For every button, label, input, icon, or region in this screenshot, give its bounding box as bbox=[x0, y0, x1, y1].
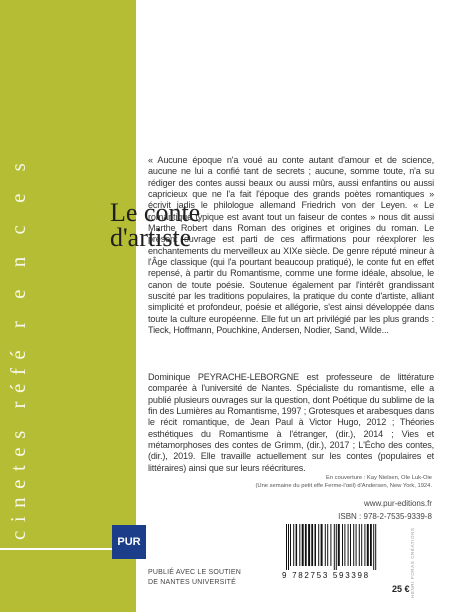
support-line-1: PUBLIÉ AVEC LE SOUTIEN bbox=[148, 569, 241, 576]
price: 25 € bbox=[392, 584, 410, 594]
series-title-vertical: cinetes réfé r e n c e s bbox=[6, 154, 30, 540]
publisher-website: www.pur-editions.fr bbox=[363, 499, 432, 508]
barcode-number: 9 782753 593398 bbox=[282, 571, 370, 580]
barcode bbox=[284, 524, 410, 570]
book-title-line-2: d'artiste bbox=[110, 223, 192, 252]
back-cover-blurb bbox=[148, 155, 434, 337]
designer-credit: HENRI FORAS CRÉATIONS bbox=[410, 527, 415, 598]
book-title-line-1: Le conte bbox=[110, 198, 201, 227]
author-bio-text: Dominique PEYRACHE-LEBORGNE est professeure de littérature comparée à l'université de Nantes. Spécialiste du romantisme, elle a publié plusieurs ouvrages sur la question, dont Poétique du sublime de la fin des Lumières au Romantisme, 1997 ; Grotesques et arabesques dans le récit romantique, de Jean Paul à Victor Hugo, 2012 ; Théories esthétiques du Romantisme à l'étranger, (dir.), 2014 ; Vies et métamorphoses des contes de Grimm, (dir.), 2017 ; L'Écho des contes, (dir.), 2019. Elle travaille actuellement sur les contes (populaires et littéraires) ainsi que sur leurs réécritures. bbox=[148, 372, 434, 473]
author-bio bbox=[148, 372, 434, 474]
cover-illustration-credit bbox=[232, 474, 432, 490]
isbn: ISBN : 978-2-7535-9339-8 bbox=[338, 512, 432, 521]
cover-credit-line-1: En couverture : Kay Nielsen, Ole Luk-Oie bbox=[325, 475, 432, 481]
cover-credit-line-2: (Une semaine du petit elfe Ferme-l'œil) d'Andersen, New York, 1924. bbox=[255, 483, 432, 489]
blurb-paragraph: « Aucune époque n'a voué au conte autant d'amour et de science, aucune ne lui a confié tant de secrets ; aucune, somme toute, n'a su rédiger des contes aussi beaux ou aussi mûrs, aussi enfantins ou aussi capricieux que ne l'a fait l'époque des grands poètes romantiques » écrivit jadis le philologue allemand Friedrich von der Leyen. « Le romantique typique est avant tout un faiseur de contes » nous dit aussi Marthe Robert dans Roman des origines et origines du roman. Le présent ouvrage est parti de ces affirmations pour réexplorer les enchantements du merveilleux au XIXe siècle. De genre réputé mineur à l'Âge classique (qui l'a pourtant beaucoup pratiqué), le conte fut en effet repensé, à partir du Romantisme, comme une forme idéale, absolue, le canon de toute poésie. Soutenue également par l'intérêt grandissant suscité par les traditions populaires, la pratique du conte d'artiste, alliant simplicité et profondeur, poésie et allégorie, s'est ainsi développée dans toute la culture européenne. Elle fut un art privilégié par les plus grands : Tieck, Hoffmann, Pouchkine, Andersen, Nodier, Sand, Wilde... bbox=[148, 155, 434, 336]
pur-logo: PUR bbox=[112, 525, 146, 559]
support-notice bbox=[148, 568, 278, 588]
support-line-2: DE NANTES UNIVERSITÉ bbox=[148, 579, 237, 586]
